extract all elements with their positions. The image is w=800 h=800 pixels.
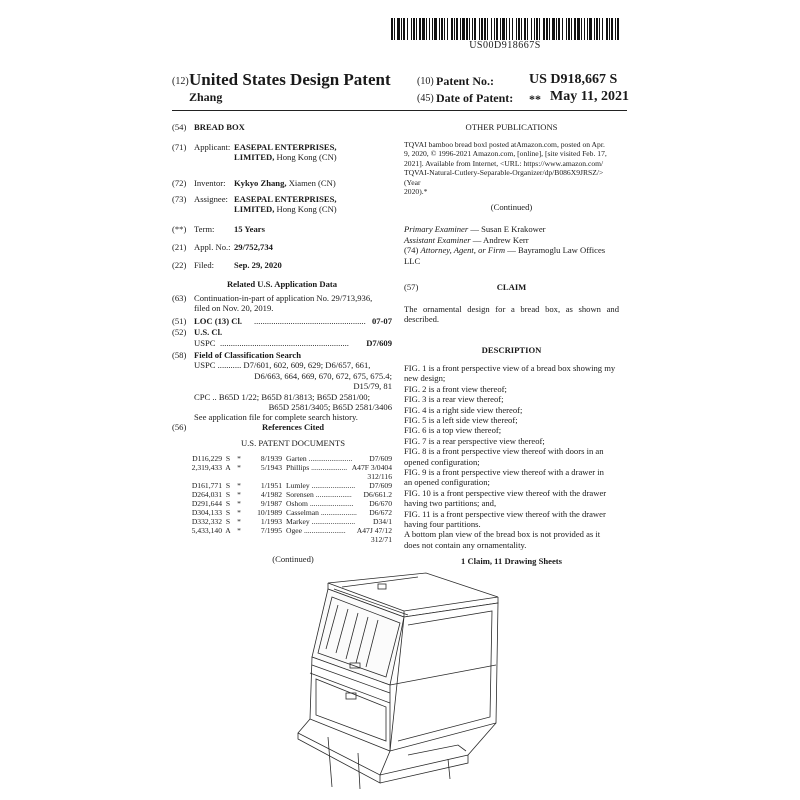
reference-st: * xyxy=(237,526,241,535)
barcode-bar xyxy=(454,18,455,40)
reference-row xyxy=(172,490,392,499)
uspc-dots: ............................................................ xyxy=(220,338,349,348)
barcode-bar xyxy=(524,18,526,40)
reference-name: Markey xyxy=(286,517,310,526)
term-value: 15 Years xyxy=(234,224,265,234)
code-58: (58) xyxy=(172,350,187,360)
primary-examiner-name: — Susan E Krakower xyxy=(470,224,546,235)
field-of-search-label: Field of Classification Search xyxy=(194,350,302,360)
barcode-bar xyxy=(617,18,619,40)
filed-date: Sep. 29, 2020 xyxy=(234,260,282,270)
reference-name: Lumley xyxy=(286,481,310,490)
reference-name: Phillips xyxy=(286,463,310,472)
description-line: A bottom plan view of the bread box is not provided as it xyxy=(404,529,601,540)
barcode-bar xyxy=(566,18,567,40)
reference-date: 10/1989 xyxy=(257,508,282,517)
pub-line-5: 2020).* xyxy=(404,187,428,197)
reference-st: * xyxy=(237,517,241,526)
code-63: (63) xyxy=(172,293,187,303)
barcode-bar xyxy=(509,18,510,40)
barcode-bar xyxy=(602,18,603,40)
applicant-name-1: EASEPAL ENTERPRISES, xyxy=(234,142,337,152)
reference-dots: ....................... xyxy=(311,481,356,490)
uspc-label: USPC xyxy=(194,338,216,348)
reference-dots: ....................... xyxy=(308,454,353,463)
date-mark: ** xyxy=(529,92,541,106)
barcode-bar xyxy=(512,18,513,40)
cip-line-2: filed on Nov. 20, 2019. xyxy=(194,303,274,314)
code-71: (71) xyxy=(172,142,187,152)
reference-name: Oshom xyxy=(286,499,308,508)
code-72: (72) xyxy=(172,178,187,188)
description-line: an opened configuration; xyxy=(404,477,490,488)
uspc-value: D7/609 xyxy=(366,338,392,348)
loc-dots: .................................................... xyxy=(254,316,366,326)
left-column xyxy=(172,122,392,564)
code-52: (52) xyxy=(172,327,187,337)
us-patent-documents-heading: U.S. PATENT DOCUMENTS xyxy=(240,438,346,448)
filed-label: Filed: xyxy=(194,260,215,270)
barcode-bar xyxy=(584,18,585,40)
reference-k: S xyxy=(225,454,231,463)
barcode-bar xyxy=(451,18,453,40)
code-10: (10) xyxy=(417,76,434,87)
reference-row xyxy=(172,517,392,526)
barcode-bar xyxy=(558,18,560,40)
reference-k: S xyxy=(225,481,231,490)
barcode-bar xyxy=(562,18,563,40)
barcode-bar xyxy=(531,18,532,40)
barcode-bar xyxy=(407,18,408,40)
reference-no: D304,133 xyxy=(191,508,222,517)
barcode-bar xyxy=(432,18,433,40)
barcode xyxy=(391,18,619,40)
assignee xyxy=(234,194,394,215)
attorney xyxy=(404,245,619,255)
description-line: having four partitions. xyxy=(404,518,481,529)
barcode-bar xyxy=(419,18,421,40)
pub-line-3: 2021]. Available from Internet, <URL: https://www.amazon.com/ xyxy=(404,158,604,168)
barcode-bar xyxy=(481,18,483,40)
reference-row xyxy=(172,481,392,490)
inventor-name: Kykyo Zhang, xyxy=(234,178,287,188)
assistant-examiner xyxy=(404,235,619,245)
barcode-bar xyxy=(434,18,437,40)
reference-no: 2,319,433 xyxy=(191,463,222,472)
bread-box-drawing xyxy=(298,569,506,791)
reference-row xyxy=(172,508,392,517)
barcode-bar xyxy=(587,18,588,40)
barcode-bar xyxy=(441,18,443,40)
barcode-bar xyxy=(536,18,538,40)
reference-st: * xyxy=(237,463,241,472)
barcode-bar xyxy=(422,18,425,40)
reference-date: 9/1987 xyxy=(260,499,282,508)
barcode-bar xyxy=(516,18,517,40)
barcode-bar xyxy=(552,18,555,40)
document-type-title: United States Design Patent xyxy=(189,70,391,89)
barcode-bar xyxy=(506,18,507,40)
appl-no: 29/752,734 xyxy=(234,242,273,252)
description-line: FIG. 4 is a right side view thereof; xyxy=(404,404,523,415)
right-continued: (Continued) xyxy=(490,202,533,213)
barcode-bar xyxy=(518,18,520,40)
barcode-bar xyxy=(487,18,488,40)
pub-line-2: 9, 2020, © 1996-2021 Amazon.com, [online], [site visited Feb. 17, xyxy=(404,149,607,159)
other-publication xyxy=(404,140,619,196)
other-publications-heading: OTHER PUBLICATIONS xyxy=(465,122,558,132)
barcode-bar xyxy=(439,18,440,40)
cip-line-1: Continuation-in-part of application No. 29/713,936, xyxy=(194,293,373,303)
reference-dots: ....................... xyxy=(309,499,354,508)
claim-heading: CLAIM xyxy=(496,282,527,293)
field-line-6: See application file for complete search history. xyxy=(194,412,358,423)
assignee-name-1: EASEPAL ENTERPRISES, xyxy=(234,194,337,204)
date-of-patent: May 11, 2021 xyxy=(550,89,629,104)
barcode-bar xyxy=(500,18,501,40)
reference-date: 7/1995 xyxy=(260,526,282,535)
reference-date: 5/1943 xyxy=(260,463,282,472)
barcode-bar xyxy=(571,18,572,40)
reference-no: D332,332 xyxy=(191,517,222,526)
claim-line-2: described. xyxy=(404,314,440,325)
barcode-bar xyxy=(527,18,528,40)
description-line: opened configuration; xyxy=(404,456,480,467)
patent-title: BREAD BOX xyxy=(194,122,245,132)
reference-class-continued: 312/71 xyxy=(370,535,392,544)
reference-class: D6/672 xyxy=(369,508,392,517)
barcode-bar xyxy=(549,18,550,40)
description-line: FIG. 7 is a rear perspective view thereof; xyxy=(404,435,545,446)
field-line-4: CPC .. B65D 1/22; B65D 81/3813; B65D 2581/00; xyxy=(194,391,370,402)
code-12: (12) xyxy=(172,76,189,87)
description-line: having two partitions; and, xyxy=(404,498,497,509)
barcode-bar xyxy=(447,18,448,40)
description-line: FIG. 2 is a front view thereof; xyxy=(404,383,507,394)
code-51: (51) xyxy=(172,316,187,326)
primary-examiner xyxy=(404,224,619,234)
barcode-bar xyxy=(460,18,461,40)
reference-st: * xyxy=(237,499,241,508)
applicant-location: Hong Kong (CN) xyxy=(276,152,337,163)
barcode-bar xyxy=(546,18,548,40)
term-label: Term: xyxy=(194,224,215,234)
claim-text xyxy=(404,304,619,325)
patent-number-label: Patent No.: xyxy=(436,74,494,88)
us-cl-label: U.S. Cl. xyxy=(194,327,223,337)
description-line: FIG. 3 is a rear view thereof; xyxy=(404,394,504,405)
header-rule xyxy=(172,110,627,111)
reference-date: 4/1982 xyxy=(260,490,282,499)
applicant-label: Applicant: xyxy=(194,142,231,152)
barcode-bar xyxy=(474,18,476,40)
barcode-bar xyxy=(494,18,495,40)
attorney-label: Attorney, Agent, or Firm xyxy=(420,245,506,256)
applicant-name-2: LIMITED, xyxy=(234,152,275,163)
code-54: (54) xyxy=(172,122,187,132)
reference-dots: ...................... xyxy=(303,526,346,535)
description-line: FIG. 1 is a front perspective view of a bread box showing my xyxy=(404,362,616,373)
barcode-bar xyxy=(594,18,595,40)
reference-dots: ................... xyxy=(311,463,348,472)
barcode-bar xyxy=(456,18,458,40)
reference-row xyxy=(172,463,392,472)
barcode-bar xyxy=(413,18,415,40)
right-column xyxy=(404,122,619,567)
assistant-examiner-label: Assistant Examiner xyxy=(404,234,471,245)
code-74: (74) xyxy=(404,245,419,256)
barcode-bar xyxy=(491,18,492,40)
description-line: FIG. 5 is a left side view thereof; xyxy=(404,414,518,425)
description-line: does not contain any ornamentality. xyxy=(404,539,527,550)
reference-name: Casselman xyxy=(286,508,319,517)
barcode-bar xyxy=(462,18,465,40)
reference-no: D264,031 xyxy=(191,490,222,499)
barcode-bar xyxy=(611,18,613,40)
patent-number: US D918,667 S xyxy=(529,72,618,87)
barcode-bar xyxy=(574,18,576,40)
barcode-bar xyxy=(599,18,600,40)
barcode-bar xyxy=(394,18,395,40)
barcode-bar xyxy=(521,18,522,40)
barcode-bar xyxy=(411,18,412,40)
description-line: FIG. 10 is a front perspective view thereof with the drawer xyxy=(404,487,607,498)
code-22: (22) xyxy=(172,260,187,270)
barcode-bar xyxy=(391,18,393,40)
field-line-5: B65D 2581/3405; B65D 2581/3406 xyxy=(268,402,392,413)
assignee-location: Hong Kong (CN) xyxy=(276,204,337,215)
barcode-number: US00D918667S xyxy=(469,40,541,51)
date-of-patent-label: Date of Patent: xyxy=(436,91,514,105)
reference-k: S xyxy=(225,517,231,526)
reference-class: D34/1 xyxy=(373,517,392,526)
barcode-bar xyxy=(581,18,582,40)
reference-st: * xyxy=(237,481,241,490)
reference-date: 1/1951 xyxy=(260,481,282,490)
barcode-bar xyxy=(496,18,498,40)
reference-dots: ................... xyxy=(320,508,357,517)
reference-k: S xyxy=(225,499,231,508)
reference-row xyxy=(172,526,392,535)
barcode-bar xyxy=(472,18,473,40)
code-73: (73) xyxy=(172,194,187,204)
inventor-location: Xiamen (CN) xyxy=(288,178,336,188)
related-heading: Related U.S. Application Data xyxy=(226,279,338,289)
reference-class-continued: 312/116 xyxy=(367,472,392,481)
reference-class: D6/661.2 xyxy=(363,490,392,499)
description-line: FIG. 9 is a front perspective view thereof with a drawer in xyxy=(404,466,604,477)
reference-no: 5,433,140 xyxy=(191,526,222,535)
description-heading: DESCRIPTION xyxy=(481,344,542,355)
reference-st: * xyxy=(237,490,241,499)
inventor-label: Inventor: xyxy=(194,178,226,188)
reference-name: Garten xyxy=(286,454,307,463)
reference-k: S xyxy=(225,508,231,517)
description-line: new design; xyxy=(404,373,446,384)
reference-k: A xyxy=(225,463,231,472)
reference-class: A47F 3/0404 xyxy=(351,463,392,472)
field-line-2: D6/663, 664, 669, 670, 672, 675, 675.4; xyxy=(254,370,392,381)
reference-name: Sorensen xyxy=(286,490,314,499)
appl-no-label: Appl. No.: xyxy=(194,242,231,252)
field-line-1: USPC ........... D7/601, 602, 609, 629; D6/657, 661, xyxy=(194,360,371,371)
reference-st: * xyxy=(237,454,241,463)
barcode-bar xyxy=(543,18,545,40)
reference-dots: ....................... xyxy=(311,517,356,526)
reference-date: 1/1993 xyxy=(260,517,282,526)
barcode-bar xyxy=(401,18,402,40)
description-text xyxy=(404,363,619,550)
assignee-name-2: LIMITED, xyxy=(234,204,275,215)
claims-and-sheets: 1 Claim, 11 Drawing Sheets xyxy=(461,556,562,567)
reference-st: * xyxy=(237,508,241,517)
references-table xyxy=(172,454,392,544)
description-line: FIG. 8 is a front perspective view thereof with doors in an xyxy=(404,446,604,457)
assignee-label: Assignee: xyxy=(194,194,228,204)
code-56: (56) xyxy=(172,422,187,432)
code-45: (45) xyxy=(417,93,434,104)
reference-date: 8/1939 xyxy=(260,454,282,463)
reference-row xyxy=(172,454,392,463)
barcode-bar xyxy=(416,18,417,40)
attorney-name: — Bayramoglu Law Offices xyxy=(507,245,606,256)
barcode-bar xyxy=(556,18,557,40)
barcode-bar xyxy=(534,18,535,40)
barcode-bar xyxy=(397,18,400,40)
barcode-bar xyxy=(444,18,445,40)
assistant-examiner-name: — Andrew Kerr xyxy=(472,234,529,245)
reference-no: D116,229 xyxy=(192,454,222,463)
barcode-bar xyxy=(403,18,405,40)
barcode-bar xyxy=(426,18,427,40)
left-continued: (Continued) xyxy=(272,554,314,564)
primary-examiner-label: Primary Examiner xyxy=(404,224,469,235)
pub-line-4: TQVAI-Natural-Cutlery-Separable-Organizer/dp/B086X9JRSZ/> (Year xyxy=(404,168,604,187)
barcode-bar xyxy=(568,18,570,40)
reference-no: D291,644 xyxy=(191,499,222,508)
reference-k: A xyxy=(225,526,231,535)
barcode-bar xyxy=(577,18,580,40)
barcode-bar xyxy=(502,18,505,40)
reference-class: A47J 47/12 xyxy=(356,526,392,535)
applicant xyxy=(234,142,394,163)
barcode-bar xyxy=(596,18,598,40)
reference-dots: ................... xyxy=(315,490,352,499)
reference-class: D6/670 xyxy=(369,499,392,508)
barcode-bar xyxy=(615,18,616,40)
barcode-bar xyxy=(539,18,540,40)
barcode-bar xyxy=(479,18,480,40)
reference-name: Ogee xyxy=(286,526,303,535)
barcode-bar xyxy=(609,18,610,40)
reference-k: S xyxy=(225,490,231,499)
field-line-3: D15/79, 81 xyxy=(353,381,392,392)
inventor-surname: Zhang xyxy=(189,90,223,104)
pub-line-1: TQVAI bamboo bread boxl posted atAmazon.com, posted on Apr. xyxy=(404,140,605,149)
description-line: FIG. 6 is a top view thereof; xyxy=(404,425,502,436)
loc-value: 07-07 xyxy=(371,316,392,326)
barcode-bar xyxy=(606,18,608,40)
reference-row xyxy=(172,499,392,508)
barcode-bar xyxy=(469,18,470,40)
reference-class: D7/609 xyxy=(369,481,392,490)
barcode-bar xyxy=(466,18,468,40)
code-term: (**) xyxy=(172,224,187,234)
code-57: (57) xyxy=(404,282,419,293)
reference-class: D7/609 xyxy=(369,454,392,463)
references-heading: References Cited xyxy=(261,422,325,432)
loc-label: LOC (13) Cl. xyxy=(194,316,242,326)
barcode-bar xyxy=(589,18,592,40)
reference-no: D161,771 xyxy=(191,481,222,490)
barcode-bar xyxy=(484,18,486,40)
claim-line-1: The ornamental design for a bread box, as shown and xyxy=(404,304,619,315)
description-line: FIG. 11 is a front perspective view thereof with the drawer xyxy=(404,508,606,519)
code-21: (21) xyxy=(172,242,187,252)
attorney-name-2: LLC xyxy=(404,255,421,266)
barcode-bar xyxy=(429,18,430,40)
